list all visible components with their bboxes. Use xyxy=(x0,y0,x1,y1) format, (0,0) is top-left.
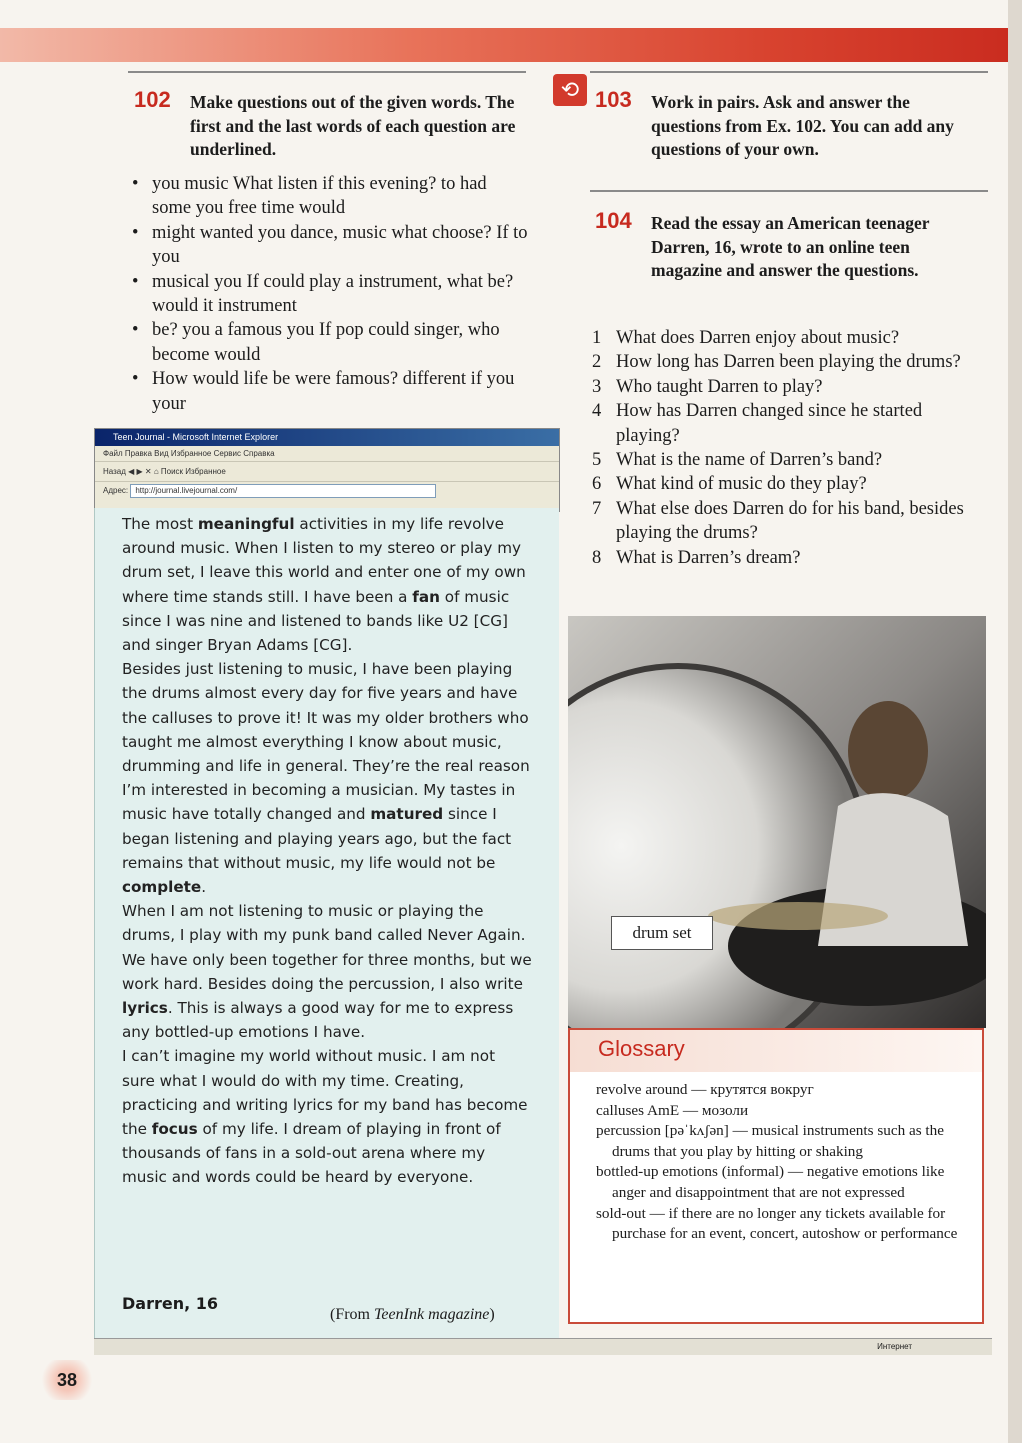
drum-set-label: drum set xyxy=(611,916,713,950)
address-label: Адрес: xyxy=(103,486,129,495)
exercise-102-list xyxy=(128,172,528,416)
exercise-103-instruction: Work in pairs. Ask and answer the questions from Ex. 102. You can add any questions of your own. xyxy=(651,92,954,159)
browser-toolbar[interactable]: Назад ◀ ▶ ✕ ⌂ Поиск Избранное xyxy=(95,462,559,482)
drummer-illustration xyxy=(568,616,986,1028)
glossary-list xyxy=(596,1080,966,1245)
list-item: 5 What is the name of Darren’s band? xyxy=(592,450,883,471)
browser-window xyxy=(94,428,560,512)
list-item: • musical you If could play a instrument, what be? would it instrument xyxy=(128,270,528,319)
essay-signature: Darren, 16 xyxy=(122,1294,219,1313)
list-item: 3 Who taught Darren to play? xyxy=(592,376,823,397)
exercise-number-103: 103 xyxy=(595,87,632,112)
list-item: 4 How has Darren changed since he started playing? xyxy=(592,401,923,446)
list-item: • might wanted you dance, music what choose? If to you xyxy=(128,221,528,270)
essay-source: (From TeenInk magazine) xyxy=(330,1306,495,1323)
glossary-item: calluses AmE — мозоли xyxy=(596,1101,749,1119)
essay-paragraph: When I am not listening to music or playing the drums, I play with my punk band called Never Again. We have only been together for three months, but we work hard. Besides doing the percussion, I also write lyrics. This is always a good way for me to express any bottled-up emotions I have. xyxy=(122,902,532,1042)
glossary-title: Glossary xyxy=(598,1036,685,1061)
essay-paragraph: I can’t imagine my world without music. I am not sure what I would do with my time. Creating, practicing and writing lyrics for my band has become the focus of my life. I dream of playing in front of thousands of fans in a sold-out arena where my music and words could be heard by everyone. xyxy=(122,1047,528,1187)
browser-title: Teen Journal - Microsoft Internet Explorer xyxy=(95,429,559,446)
glossary-item: sold-out — if there are no longer any tickets available for purchase for an event, concert, autoshow or performance xyxy=(596,1204,958,1243)
drummer-photo xyxy=(568,616,986,1028)
divider xyxy=(590,71,988,73)
divider xyxy=(590,190,988,192)
browser-menu[interactable]: Файл Правка Вид Избранное Сервис Справка xyxy=(95,446,559,462)
address-input[interactable]: http://journal.livejournal.com/ xyxy=(130,484,436,498)
list-item: 1 What does Darren enjoy about music? xyxy=(592,328,900,348)
pair-work-icon: ⟲ xyxy=(553,74,587,106)
browser-status-bar xyxy=(94,1338,992,1355)
exercise-104-questions xyxy=(590,326,990,570)
glossary-item: percussion [pəˈkʌʃən] — musical instruments such as the drums that you play by hitting or shaking xyxy=(596,1122,944,1160)
page-number: 38 xyxy=(40,1360,94,1400)
exercise-102-instruction: Make questions out of the given words. The first and the last words of each question are underlined. xyxy=(190,92,516,159)
list-item: 2 How long has Darren been playing the drums? xyxy=(592,352,961,373)
list-item: • you music What listen if this evening? to had some you free time would xyxy=(128,172,528,221)
exercise-104-instruction: Read the essay an American teenager Darren, 16, wrote to an online teen magazine and answer the questions. xyxy=(651,213,930,280)
list-item: • How would life be were famous? different if you your xyxy=(128,367,528,416)
page-edge xyxy=(1008,0,1022,1443)
exercise-number-102: 102 xyxy=(134,87,171,112)
divider xyxy=(128,71,526,73)
browser-address-bar xyxy=(95,482,559,500)
essay-paragraph: Besides just listening to music, I have been playing the drums almost every day for five years and have the calluses to prove it! It was my older brothers who taught me almost everything I know about music, drumming and life in general. They’re the real reason I’m interested in becoming a musician. My tastes in music have totally changed and matured since I began listening and playing years ago, but the fact remains that without music, my life would not be complete. xyxy=(122,660,530,897)
glossary-item: revolve around — крутятся вокруг xyxy=(596,1081,814,1098)
list-item: 6 What kind of music do they play? xyxy=(592,474,867,495)
list-item: 7 What else does Darren do for his band, besides playing the drums? xyxy=(592,498,964,544)
status-zone: Интернет xyxy=(877,1342,912,1351)
essay-text xyxy=(122,512,532,1190)
header-band xyxy=(0,28,1022,62)
list-item: • be? you a famous you If pop could singer, who become would xyxy=(128,318,528,367)
essay-paragraph: The most meaningful activities in my life revolve around music. When I listen to my stereo or play my drum set, I leave this world and enter one of my own where time stands still. I have been a fan of music since I was nine and listened to bands like U2 [CG] and singer Bryan Adams [CG]. xyxy=(122,515,526,655)
list-item: 8 What is Darren’s dream? xyxy=(592,547,801,568)
glossary-box xyxy=(568,1028,984,1324)
exercise-number-104: 104 xyxy=(595,208,632,233)
glossary-item: bottled-up emotions (informal) — negative emotions like anger and disappointment that are not expressed xyxy=(596,1163,945,1201)
